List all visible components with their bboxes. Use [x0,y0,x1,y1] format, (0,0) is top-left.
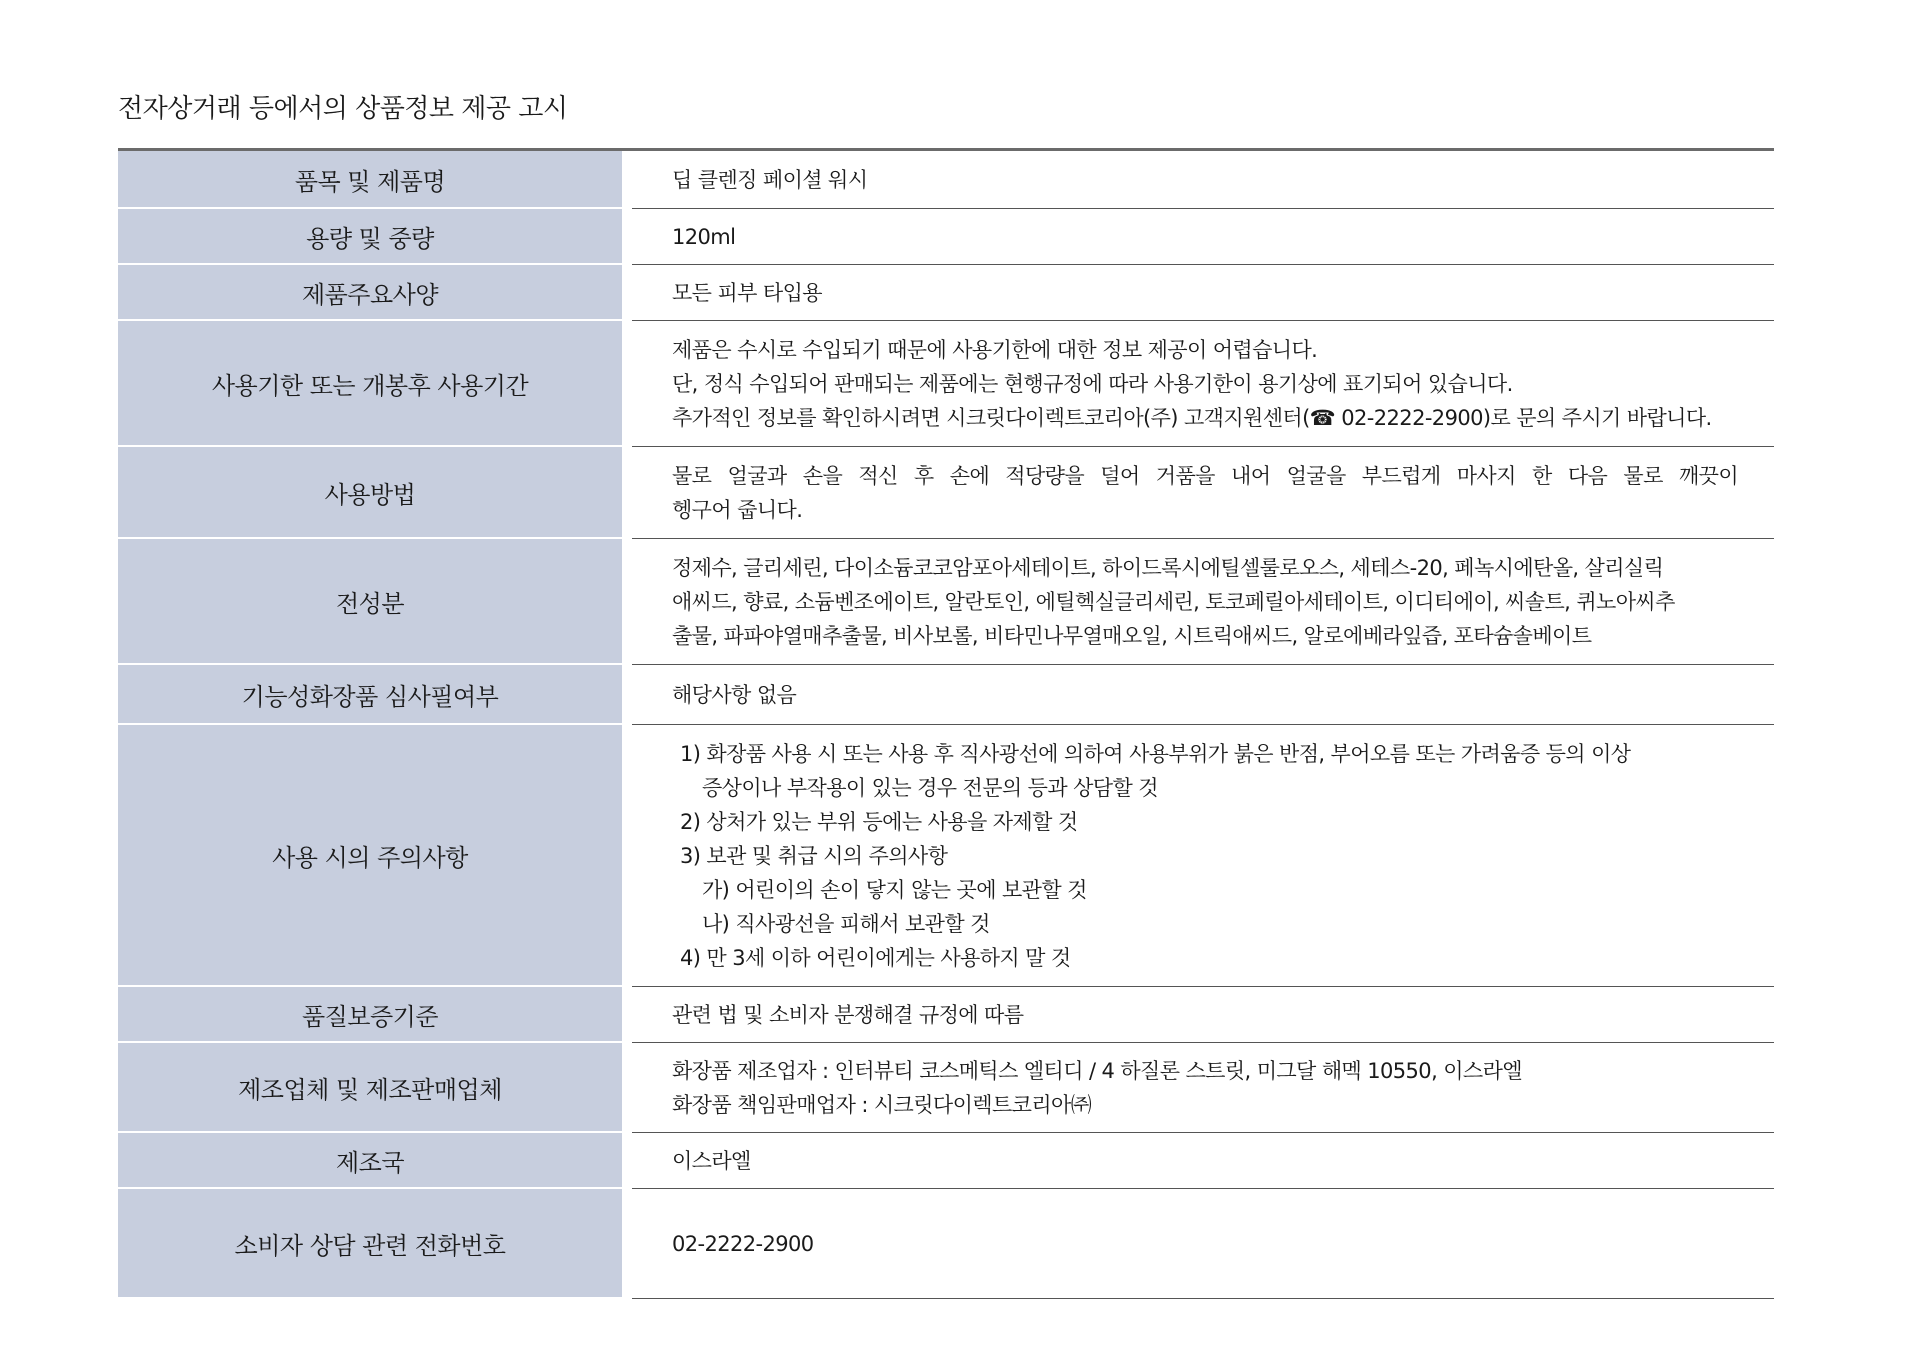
row-label: 사용 시의 주의사항 [118,725,622,987]
value-line: 나) 직사광선을 피해서 보관할 것 [702,911,990,936]
value-line: 4) 만 3세 이하 어린이에게는 사용하지 말 것 [680,945,1071,970]
row-value [632,987,1774,1043]
row-label: 제품주요사양 [118,265,622,321]
value-line: 해당사항 없음 [672,682,797,707]
value-line: 정제수, 글리세린, 다이소듐코코암포아세테이트, 하이드록시에틸셀룰로오스, 세테스-20, 페녹시에탄올, 살리실릭 [672,555,1664,580]
value-line: 이스라엘 [672,1148,751,1173]
value-line: 3) 보관 및 취급 시의 주의사항 [680,843,948,868]
product-info-table [118,148,1774,1299]
table-row [118,987,1774,1043]
row-value [632,1189,1774,1299]
row-value [632,1043,1774,1133]
table-row [118,1189,1774,1299]
value-line: 단, 정식 수입되어 판매되는 제품에는 현행규정에 따라 사용기한이 용기상에 표기되어 있습니다. [672,371,1513,396]
row-label: 소비자 상담 관련 전화번호 [118,1189,622,1299]
row-label: 제조국 [118,1133,622,1189]
row-label: 제조업체 및 제조판매업체 [118,1043,622,1133]
value-line: 헹구어 줍니다. [672,497,803,522]
row-value [632,725,1774,987]
table-row [118,539,1774,665]
row-value [632,209,1774,265]
row-value [632,265,1774,321]
value-line: 화장품 제조업자 : 인터뷰티 코스메틱스 엘티디 / 4 하질론 스트릿, 미그달 해멕 10550, 이스라엘 [672,1058,1522,1083]
row-value [632,447,1774,539]
row-label: 품목 및 제품명 [118,151,622,209]
value-line: 1) 화장품 사용 시 또는 사용 후 직사광선에 의하여 사용부위가 붉은 반점, 부어오름 또는 가려움증 등의 이상 [680,741,1631,766]
value-line: 02-2222-2900 [672,1231,814,1256]
value-line: 화장품 책임판매업자 : 시크릿다이렉트코리아㈜ [672,1092,1092,1117]
table-row [118,665,1774,725]
table-row [118,447,1774,539]
value-line: 가) 어린이의 손이 닿지 않는 곳에 보관할 것 [702,877,1087,902]
value-line: 120ml [672,224,736,249]
table-row [118,1043,1774,1133]
value-line: 모든 피부 타입용 [672,280,822,305]
table-row [118,265,1774,321]
row-value [632,1133,1774,1189]
row-value [632,151,1774,209]
value-line: 출물, 파파야열매추출물, 비사보롤, 비타민나무열매오일, 시트릭애씨드, 알로에베라잎즙, 포타슘솔베이트 [672,623,1592,648]
table-row [118,321,1774,447]
row-value [632,321,1774,447]
row-value [632,539,1774,665]
row-label: 사용방법 [118,447,622,539]
value-line: 딥 클렌징 페이셜 워시 [672,167,868,192]
row-label: 용량 및 중량 [118,209,622,265]
table-row [118,151,1774,209]
value-line: 제품은 수시로 수입되기 때문에 사용기한에 대한 정보 제공이 어렵습니다. [672,337,1318,362]
value-line: 증상이나 부작용이 있는 경우 전문의 등과 상담할 것 [702,775,1158,800]
table-row [118,1133,1774,1189]
value-line: 물로 얼굴과 손을 적신 후 손에 적당량을 덜어 거품을 내어 얼굴을 부드럽게 마사지 한 다음 물로 깨끗이 [672,463,1738,488]
row-label: 기능성화장품 심사필여부 [118,665,622,725]
value-line: 관련 법 및 소비자 분쟁해결 규정에 따름 [672,1002,1024,1027]
page-title: 전자상거래 등에서의 상품정보 제공 고시 [118,94,568,124]
table-row [118,209,1774,265]
value-line: 애씨드, 향료, 소듐벤조에이트, 알란토인, 에틸헥실글리세린, 토코페릴아세테이트, 이디티에이, 씨솔트, 퀴노아씨추 [672,589,1675,614]
row-label: 품질보증기준 [118,987,622,1043]
row-label: 전성분 [118,539,622,665]
row-label: 사용기한 또는 개봉후 사용기간 [118,321,622,447]
table-row [118,725,1774,987]
value-line: 추가적인 정보를 확인하시려면 시크릿다이렉트코리아(주) 고객지원센터(☎ 02-2222-2900)로 문의 주시기 바랍니다. [672,405,1712,430]
row-value [632,665,1774,725]
value-line: 2) 상처가 있는 부위 등에는 사용을 자제할 것 [680,809,1078,834]
